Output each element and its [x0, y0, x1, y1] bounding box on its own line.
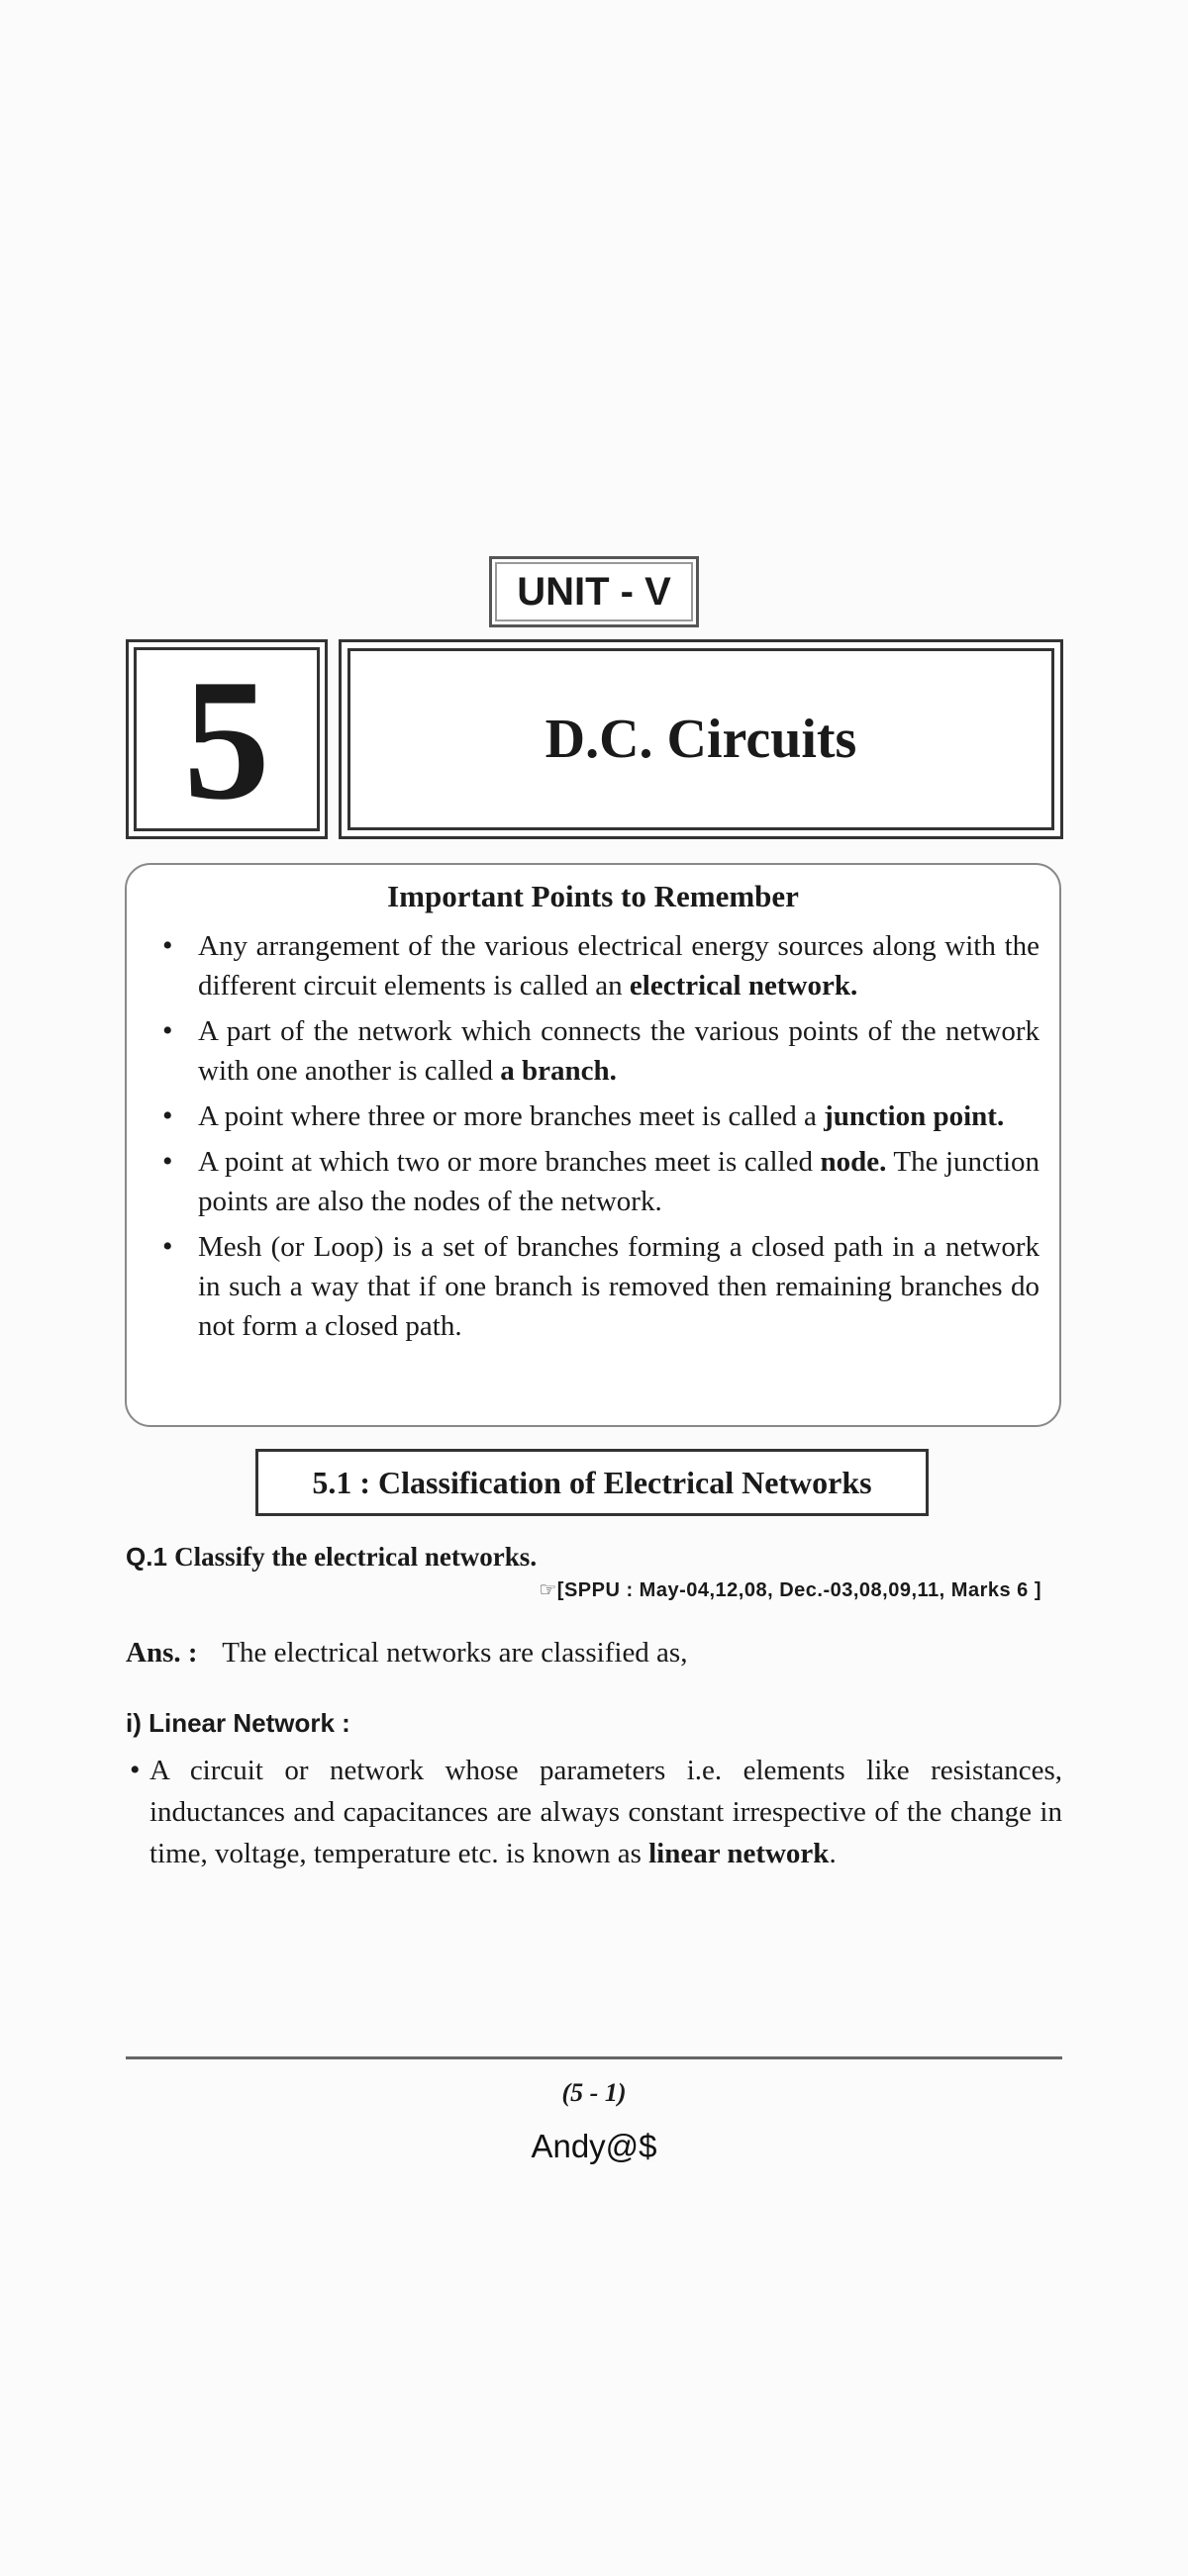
list-item-bold: electrical network.: [629, 970, 858, 1002]
list-item-bold: junction point.: [824, 1100, 1005, 1132]
reference-icon: ☞: [539, 1579, 557, 1601]
list-item: [148, 926, 1040, 1005]
page-number: (5 - 1): [561, 2078, 627, 2107]
list-item-text: A part of the network which connects the various points of the network with one another is called: [198, 1015, 1040, 1087]
answer-line: [126, 1637, 687, 1670]
list-item-text: The junction points are also the nodes of the network.: [198, 1146, 1040, 1217]
linear-network-heading: i) Linear Network :: [126, 1708, 350, 1738]
section-heading: 5.1 : Classification of Electrical Networks: [255, 1449, 929, 1516]
list-item: [148, 1097, 1040, 1136]
list-item: [148, 1227, 1040, 1346]
answer-label: Ans. :: [126, 1637, 198, 1669]
list-item: [148, 1142, 1040, 1221]
bullet-icon: •: [130, 1754, 141, 1786]
signature: Andy@$: [531, 2128, 657, 2164]
unit-label: UNIT - V: [489, 556, 699, 627]
list-item-text: A point where three or more branches meet is called a: [198, 1100, 825, 1132]
chapter-number: 5: [134, 647, 320, 831]
list-item: [148, 1011, 1040, 1091]
linear-network-paragraph: [126, 1750, 1062, 1874]
list-item-text: Any arrangement of the various electrical energy sources along with the different circuit elements is called an: [198, 930, 1040, 1002]
list-item-bold: node.: [820, 1146, 887, 1178]
question-line: [126, 1542, 537, 1573]
paragraph-text: A circuit or network whose parameters i.e. elements like resistances, inductances and capacitances are always constant irrespective of the change in time, voltage, temperature etc. is known as: [149, 1755, 1062, 1869]
list-item-text: Mesh (or Loop) is a set of branches forming a closed path in a network in such a way that if one branch is removed then remaining branches do not form a closed path.: [198, 1231, 1040, 1342]
important-points-list: [148, 926, 1040, 1352]
important-points-box: [125, 863, 1061, 1427]
footer-divider: [126, 2056, 1062, 2059]
list-item-text: A point at which two or more branches meet is called: [198, 1146, 821, 1178]
paragraph-text: .: [829, 1838, 837, 1869]
paragraph-bold: linear network: [648, 1838, 830, 1869]
chapter-title-box: [339, 639, 1063, 839]
chapter-title: D.C. Circuits: [347, 648, 1054, 830]
question-reference: [539, 1577, 1041, 1602]
list-item-bold: a branch.: [500, 1055, 617, 1087]
question-label: Q.1: [126, 1542, 167, 1572]
answer-text: The electrical networks are classified as,: [222, 1637, 688, 1669]
question-text: Classify the electrical networks.: [174, 1542, 538, 1572]
important-points-title: Important Points to Remember: [387, 879, 799, 913]
chapter-number-box: [126, 639, 328, 839]
reference-text: [SPPU : May-04,12,08, Dec.-03,08,09,11, Marks 6 ]: [556, 1579, 1041, 1601]
